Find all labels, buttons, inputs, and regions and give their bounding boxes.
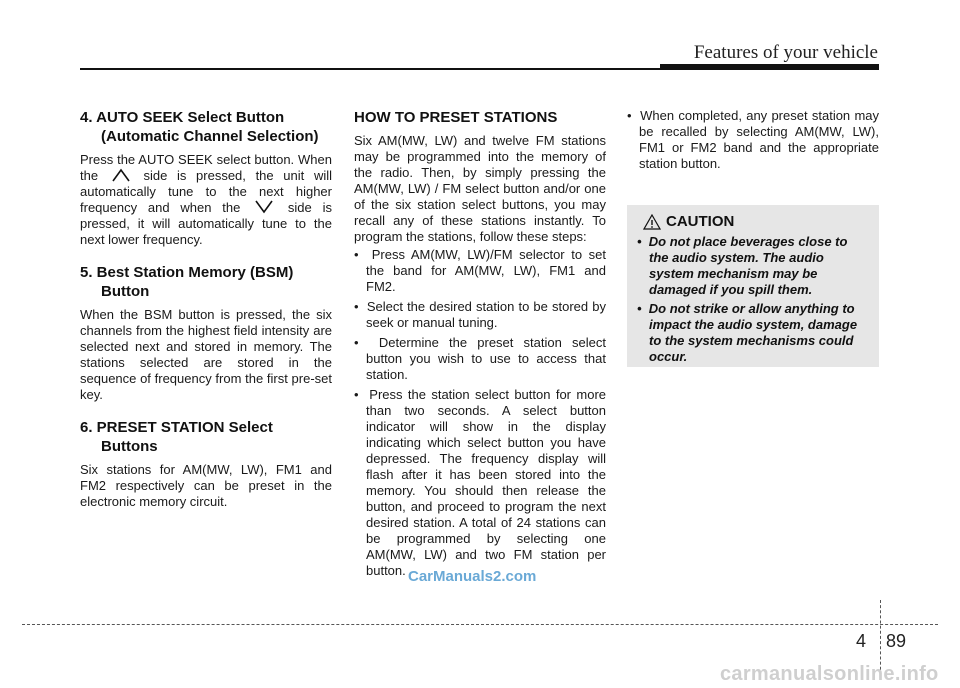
header-title: Features of your vehicle bbox=[693, 42, 878, 63]
recall-list bbox=[627, 108, 879, 172]
column-right bbox=[627, 108, 879, 176]
list-item: • Determine the preset station select button you wish to use to access that station. bbox=[354, 335, 606, 383]
section-auto-seek bbox=[80, 108, 332, 248]
bsm-heading: 5. Best Station Memory (BSM) Button bbox=[80, 264, 294, 300]
section-bsm bbox=[80, 263, 332, 403]
list-item: • Select the desired station to be stored by seek or manual tuning. bbox=[354, 299, 606, 331]
auto-seek-text-b: side is pressed, the unit will automatically tune to the next higher frequency and when the bbox=[80, 168, 332, 215]
auto-seek-text-c: side is pressed, it will automatically tune to the next lower frequency. bbox=[80, 200, 332, 247]
caution-title: CAUTION bbox=[666, 213, 735, 230]
caret-down-icon bbox=[253, 200, 275, 214]
header-rule-thick bbox=[660, 64, 879, 70]
page-number: 89 bbox=[886, 631, 907, 651]
list-item: • Do not strike or allow anything to impact the audio system, damage to the system mechanisms could occur. bbox=[637, 301, 869, 365]
bsm-body: When the BSM button is pressed, the six channels from the highest field intensity are selected next and stored in memory. The stations selected are stored in the sequence of frequency from the first pre-set key. bbox=[80, 307, 332, 402]
auto-seek-text-a: Press the AUTO SEEK select button. When the bbox=[80, 152, 332, 183]
footer-rule bbox=[22, 624, 938, 625]
header-rule bbox=[80, 68, 660, 70]
list-item: • Do not place beverages close to the audio system. The audio system mechanism may be damaged if you spill them. bbox=[637, 234, 869, 298]
list-item: • When completed, any preset station may be recalled by selecting AM(MW, LW), FM1 or FM2 band and the appropriate station button. bbox=[627, 108, 879, 172]
list-item: • Press the station select button for more than two seconds. A select button indicator will show in the display indicating which select button you have depressed. The frequency display will flash after it has been stored into the memory. You should then release the button, and proceed to program the next desired station. A total of 24 stations can be programmed by selecting one AM(MW, LW) and two FM station per button. bbox=[354, 387, 606, 579]
list-item: • Press AM(MW, LW)/FM selector to set the band for AM(MW, LW), FM1 and FM2. bbox=[354, 247, 606, 295]
how-to-preset-intro: Six AM(MW, LW) and twelve FM stations may be programmed into the memory of the radio. Then, by simply pressing the AM(MW, LW) / FM select button and/or one of the six station select buttons, you may recall any of these stations instantly. To program the stations, follow these steps: bbox=[354, 133, 606, 244]
preset-steps-list bbox=[354, 247, 606, 579]
section-preset-buttons bbox=[80, 418, 332, 510]
column-middle bbox=[354, 108, 606, 583]
caution-box bbox=[627, 205, 879, 367]
watermark-link[interactable]: CarManuals2.com bbox=[408, 568, 537, 585]
column-left bbox=[80, 108, 332, 510]
caution-header bbox=[643, 213, 869, 230]
preset-buttons-body: Six stations for AM(MW, LW), FM1 and FM2 respectively can be preset in the electronic memory circuit. bbox=[80, 462, 332, 509]
auto-seek-heading: 4. AUTO SEEK Select Button (Automatic Channel Selection) bbox=[80, 109, 319, 145]
chapter-number: 4 bbox=[856, 631, 867, 651]
preset-buttons-heading: 6. PRESET STATION Select Buttons bbox=[80, 419, 273, 455]
warning-triangle-icon bbox=[643, 214, 661, 230]
caret-up-icon bbox=[110, 168, 132, 182]
auto-seek-body bbox=[80, 152, 332, 248]
how-to-preset-heading: HOW TO PRESET STATIONS bbox=[354, 109, 558, 126]
watermark-bottom[interactable]: carmanualsonline.info bbox=[720, 663, 939, 685]
caution-list bbox=[637, 234, 869, 365]
